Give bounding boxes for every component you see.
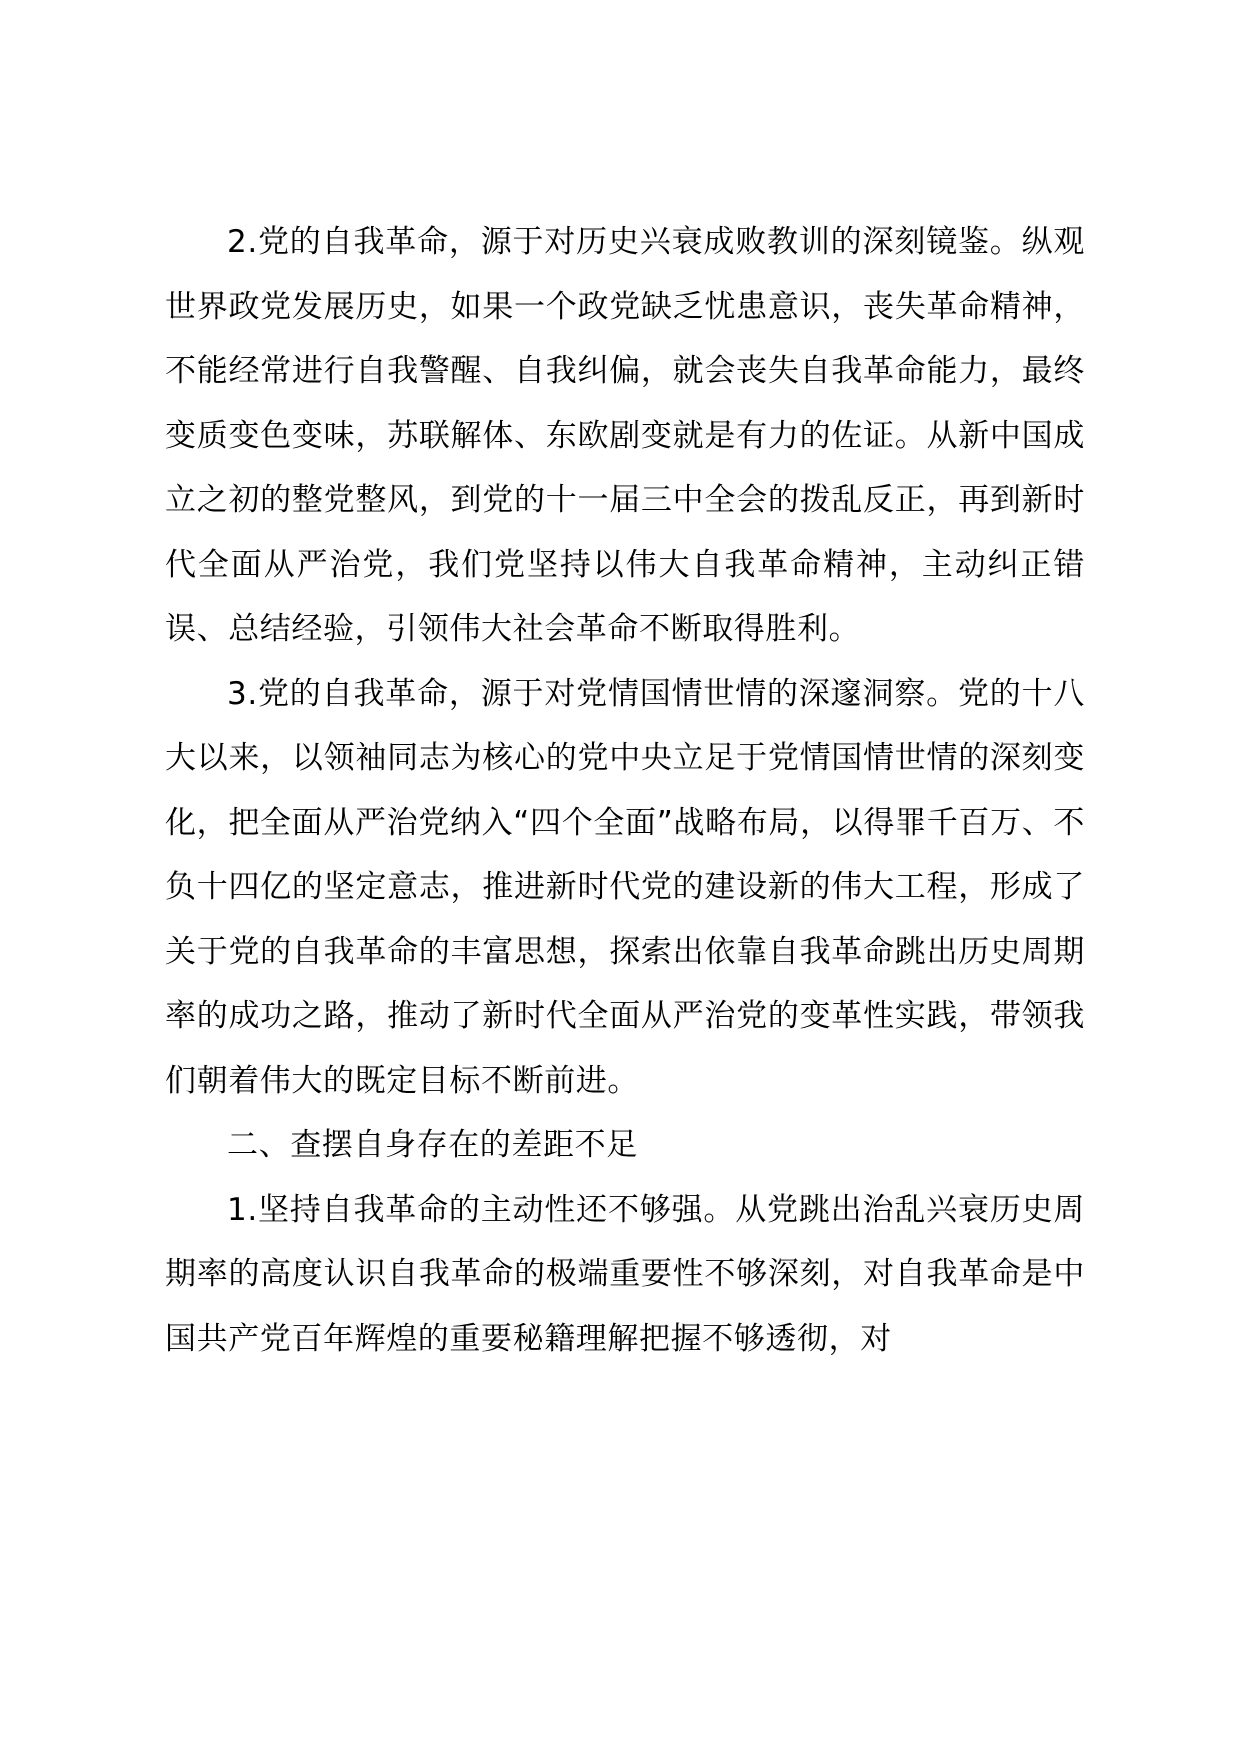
paragraph-party-insight: 3.党的自我革命，源于对党情国情世情的深邃洞察。党的十八大以来，以领袖同志为核心的党中央立足于党情国情世情的深刻变化，把全面从严治党纳入“四个全面”战略布局，以得罪千百万、不负十四亿的坚定意志，推进新时代党的建设新的伟大工程，形成了关于党的自我革命的丰富思想，探索出依靠自我革命跳出历史周期率的成功之路，推动了新时代全面从严治党的变革性实践，带领我们朝着伟大的既定目标不断前进。 <box>165 675 1085 1099</box>
paragraph-initiative: 1.坚持自我革命的主动性还不够强。从党跳出治乱兴衰历史周期率的高度认识自我革命的极端重要性不够深刻，对自我革命是中国共产党百年辉煌的重要秘籍理解把握不够透彻，对 <box>165 1191 1085 1357</box>
section-heading-shortcomings: 二、查摆自身存在的差距不足 <box>227 1127 638 1163</box>
document-body <box>165 210 1085 1371</box>
paragraph-history-lessons: 2.党的自我革命，源于对历史兴衰成败教训的深刻镜鉴。纵观世界政党发展历史，如果一个政党缺乏忧患意识，丧失革命精神，不能经常进行自我警醒、自我纠偏，就会丧失自我革命能力，最终变质变色变味，苏联解体、东欧剧变就是有力的佐证。从新中国成立之初的整党整风，到党的十一届三中全会的拨乱反正，再到新时代全面从严治党，我们党坚持以伟大自我革命精神，主动纠正错误、总结经验，引领伟大社会革命不断取得胜利。 <box>165 224 1085 647</box>
